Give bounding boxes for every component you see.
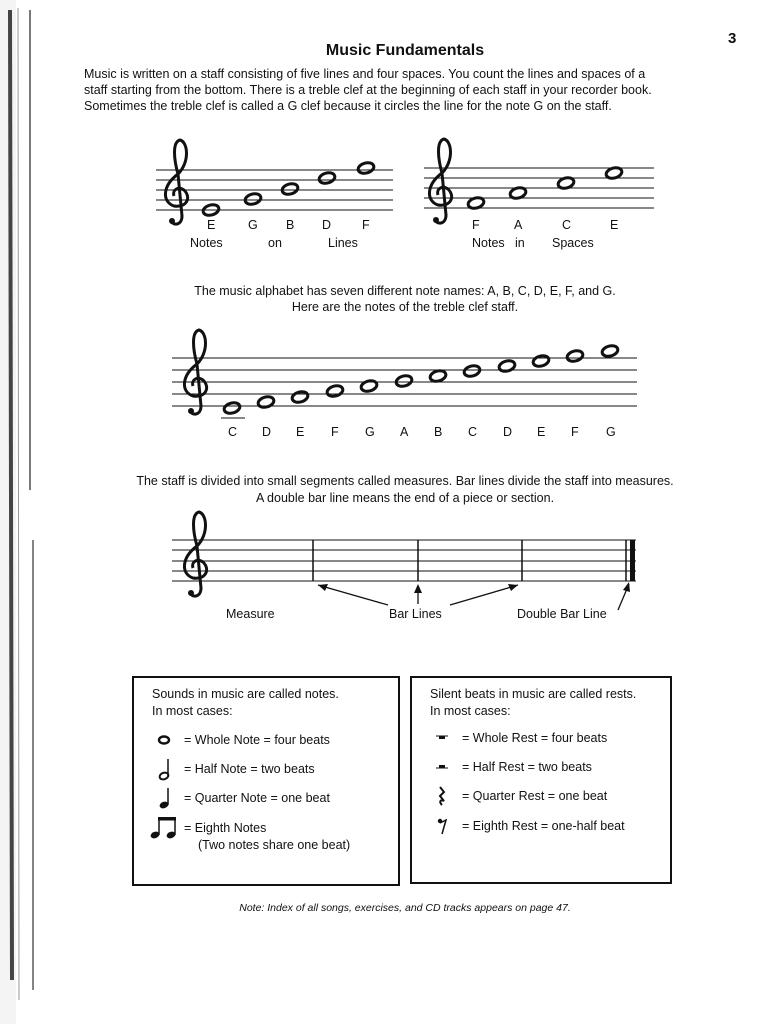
whole-note-icon — [144, 734, 184, 746]
list-item: = Eighth Rest = one-half beat — [422, 814, 625, 838]
note-letter: E — [537, 425, 546, 439]
measures-staff — [172, 512, 636, 610]
note-head — [318, 171, 336, 185]
treble-clef-icon — [184, 330, 206, 414]
note-letter: G — [606, 425, 616, 439]
note-head — [357, 161, 375, 175]
list-item: = Eighth Notes (Two notes share one beat) — [144, 816, 266, 840]
list-item: = Quarter Note = one beat — [144, 786, 330, 810]
note-head — [395, 374, 413, 388]
half-rest-icon — [422, 761, 462, 773]
notes-heading: Sounds in music are called notes. In most cases: — [152, 687, 339, 718]
label-bar-lines: Bar Lines — [389, 607, 442, 621]
eighth-notes-icon — [144, 815, 184, 841]
note-letter: G — [365, 425, 375, 439]
note-head — [532, 354, 550, 368]
rests-box — [410, 676, 672, 884]
treble-clef-icon — [165, 140, 187, 224]
spaces-staff — [424, 139, 654, 223]
note-head — [463, 364, 481, 378]
note-letter: C — [228, 425, 238, 439]
list-item: = Whole Note = four beats — [144, 728, 330, 752]
note-letter: E — [610, 218, 619, 232]
note-letter: D — [322, 218, 332, 232]
quarter-note-icon — [144, 786, 184, 810]
intro-line-3: Sometimes the treble clef is called a G clef because it circles the line for the note G on the staff. — [84, 99, 612, 113]
note-letter: E — [296, 425, 305, 439]
list-item: = Quarter Rest = one beat — [422, 784, 607, 808]
note-head — [601, 344, 619, 358]
eighth-rest-icon — [422, 815, 462, 837]
notes-box — [132, 676, 400, 886]
note-head — [257, 395, 275, 409]
note-letter: E — [207, 218, 216, 232]
measures-line-2: A double bar line means the end of a piece or section. — [255, 491, 555, 505]
note-head — [326, 384, 344, 398]
note-letter: A — [400, 425, 409, 439]
note-letter: B — [286, 218, 295, 232]
note-head — [360, 379, 378, 393]
label-measure: Measure — [226, 607, 275, 621]
note-letter: F — [362, 218, 370, 232]
list-item: = Whole Rest = four beats — [422, 726, 607, 750]
note-head — [223, 401, 241, 415]
note-head — [281, 182, 299, 196]
note-letter: G — [248, 218, 258, 232]
alphabet-staff — [172, 330, 637, 418]
treble-clef-icon — [429, 139, 451, 223]
note-letter: D — [503, 425, 513, 439]
note-head — [498, 359, 516, 373]
label-double-bar-line: Double Bar Line — [517, 607, 607, 621]
note-letter: A — [514, 218, 523, 232]
quarter-rest-icon — [422, 785, 462, 807]
footer-note: Note: Index of all songs, exercises, and CD tracks appears on page 47. — [239, 902, 571, 914]
note-letter: C — [468, 425, 478, 439]
half-note-icon — [144, 757, 184, 781]
list-item: = Half Rest = two beats — [422, 755, 592, 779]
treble-clef-icon — [184, 512, 206, 596]
alphabet-line-1: The music alphabet has seven different note names: A, B, C, D, E, F, and G. — [194, 284, 616, 298]
note-letter: B — [434, 425, 443, 439]
list-item: = Half Note = two beats — [144, 757, 315, 781]
intro-line-2: staff starting from the bottom. There is a treble clef at the beginning of each staff in your recorder book. — [84, 83, 652, 97]
note-letter: F — [472, 218, 480, 232]
double-bar-line — [630, 540, 635, 581]
note-head — [566, 349, 584, 363]
intro-line-1: Music is written on a staff consisting of five lines and four spaces. You count the lines and spaces of a — [84, 67, 646, 81]
note-head — [244, 192, 262, 206]
lines-staff — [156, 140, 393, 224]
note-head — [291, 390, 309, 404]
rests-heading: Silent beats in music are called rests. In most cases: — [430, 687, 637, 718]
page-number: 3 — [728, 30, 737, 47]
page-title: Music Fundamentals — [325, 42, 485, 59]
note-letter: D — [262, 425, 272, 439]
note-letter: F — [331, 425, 339, 439]
alphabet-line-2: Here are the notes of the treble clef staff. — [291, 300, 519, 314]
note-letter: F — [571, 425, 579, 439]
whole-rest-icon — [422, 732, 462, 744]
note-head — [429, 369, 447, 383]
note-letter: C — [562, 218, 572, 232]
measures-line-1: The staff is divided into small segments called measures. Bar lines divide the staff into measures. — [136, 474, 674, 488]
